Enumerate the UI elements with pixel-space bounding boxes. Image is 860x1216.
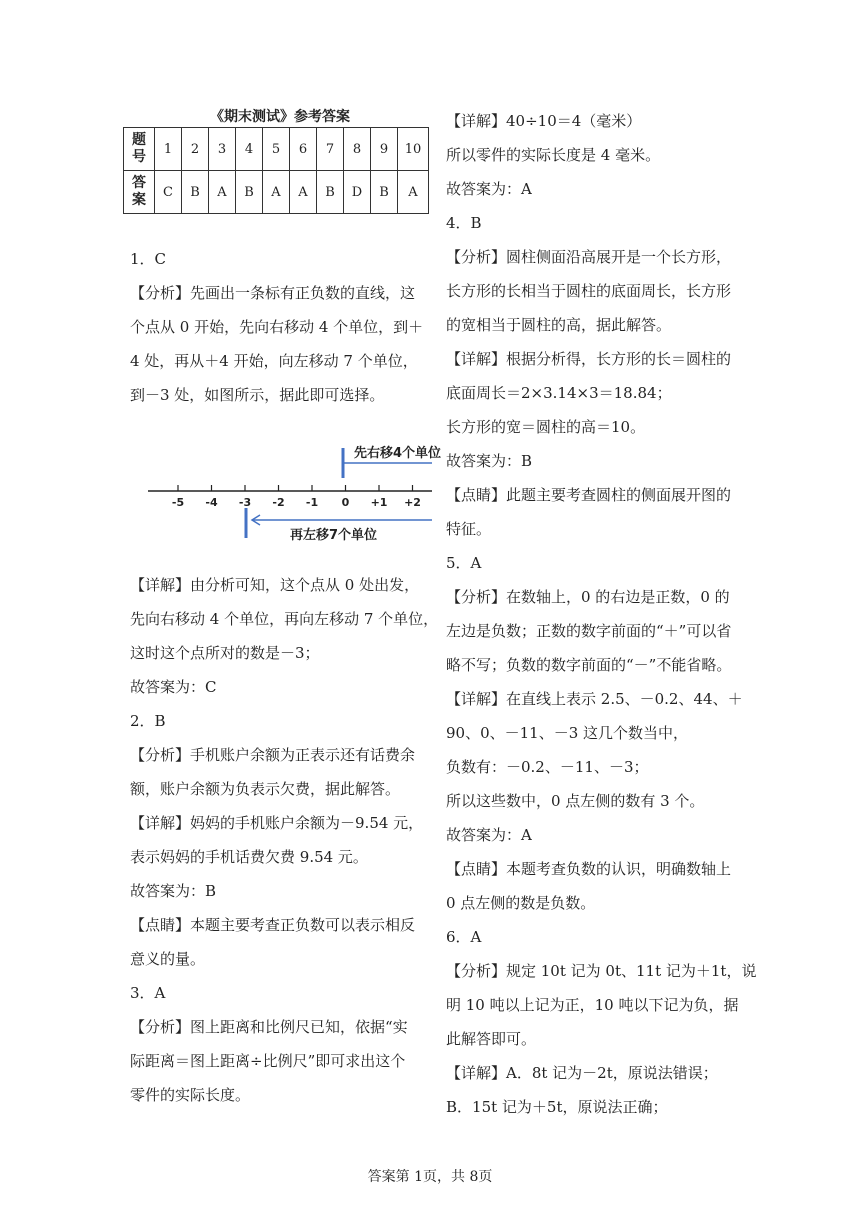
text-line: 明 10 吨以上记为正，10 吨以下记为负，据	[446, 996, 739, 1014]
text-line: 故答案为：C	[130, 678, 217, 696]
table-cell: 3	[209, 128, 236, 171]
left-move-label: 再左移7个单位	[290, 528, 378, 543]
table-cell: 7	[317, 128, 344, 171]
text-line: 所以这些数中，0 点左侧的数有 3 个。	[446, 792, 705, 810]
text-line: 长方形的长相当于圆柱的底面周长，长方形	[446, 282, 732, 300]
text-line: 1．C	[130, 250, 167, 268]
text-line: 左边是负数；正数的数字前面的“＋”可以省	[446, 622, 732, 640]
text-line: 故答案为：B	[130, 882, 217, 900]
tick-label: -4	[205, 496, 218, 509]
text-line: 先向右移动 4 个单位，再向左移动 7 个单位，	[130, 610, 439, 628]
text-line: 特征。	[446, 520, 492, 538]
tick-label: -2	[272, 496, 285, 509]
text-line: 表示妈妈的手机话费欠费 9.54 元。	[130, 848, 368, 866]
text-line: 3．A	[130, 984, 166, 1002]
text-line: 6．A	[446, 928, 482, 946]
text-line: 5．A	[446, 554, 482, 572]
text-line: 零件的实际长度。	[130, 1086, 251, 1104]
text-line: 际距离＝图上距离÷比例尺”即可求出这个	[130, 1052, 406, 1070]
text-line: 故答案为：A	[446, 826, 532, 844]
table-cell: A	[290, 171, 317, 214]
text-line: 此解答即可。	[446, 1030, 537, 1048]
page-footer: 答案第 1页，共 8页	[367, 1169, 493, 1185]
text-line: 【分析】图上距离和比例尺已知，依据“实	[130, 1018, 408, 1036]
text-line: 【点睛】本题考查负数的认识，明确数轴上	[446, 860, 732, 878]
right-move-label: 先右移4个单位	[354, 446, 442, 461]
tick-label: -3	[238, 496, 252, 509]
text-line: 所以零件的实际长度是 4 毫米。	[446, 146, 661, 164]
text-line: 【点睛】此题主要考查圆柱的侧面展开图的	[446, 486, 732, 504]
table-row	[124, 171, 429, 214]
number-line-ticks	[172, 485, 421, 509]
table-cell: A	[398, 171, 429, 214]
table-cell: B	[236, 171, 263, 214]
tick-label: -1	[305, 496, 319, 509]
table-cell: 8	[344, 128, 371, 171]
table-cell: A	[209, 171, 236, 214]
text-line: 4．B	[446, 214, 482, 232]
text-line: 负数有：－0.2、－11、－3；	[446, 758, 649, 776]
tick-label: 0	[341, 496, 350, 509]
page-title: 《期末测试》参考答案	[210, 109, 350, 125]
text-line: 故答案为：B	[446, 452, 533, 470]
text-line: 【详解】根据分析得，长方形的长＝圆柱的	[446, 350, 732, 368]
table-row	[124, 128, 429, 171]
text-line: 【分析】手机账户余额为正表示还有话费余	[130, 746, 416, 764]
text-line: 【分析】规定 10t 记为 0t、11t 记为＋1t，说	[446, 962, 757, 980]
tick-label: -5	[171, 496, 185, 509]
text-line: 底面周长＝2×3.14×3＝18.84；	[446, 384, 672, 402]
text-line: 90、0、－11、－3 这几个数当中，	[446, 724, 689, 742]
tick-label: +2	[404, 496, 421, 509]
text-line: 【详解】在直线上表示 2.5、－0.2、44、＋	[446, 690, 743, 708]
text-line: 这时这个点所对的数是－3；	[130, 644, 320, 662]
text-line: 略不写；负数的数字前面的“－”不能省略。	[446, 656, 732, 674]
text-line: 到－3 处，如图所示，据此即可选择。	[130, 386, 385, 404]
text-line: 0 点左侧的数是负数。	[446, 894, 596, 912]
table-header-cell: 答 案	[124, 171, 155, 214]
table-cell: 2	[182, 128, 209, 171]
text-line: 【详解】妈妈的手机账户余额为－9.54 元，	[130, 814, 424, 832]
text-line: 2．B	[130, 712, 166, 730]
table-cell: 5	[263, 128, 290, 171]
answer-table	[123, 127, 429, 214]
tick-label: +1	[370, 496, 388, 509]
table-cell: 1	[155, 128, 182, 171]
text-line: 个点从 0 开始，先向右移动 4 个单位，到＋	[130, 318, 424, 336]
text-line: 长方形的宽＝圆柱的高＝10。	[446, 418, 646, 436]
text-line: 故答案为：A	[446, 180, 532, 198]
table-cell: B	[317, 171, 344, 214]
table-cell: D	[344, 171, 371, 214]
text-line: 额，账户余额为负表示欠费，据此解答。	[130, 780, 401, 798]
table-cell: 10	[398, 128, 429, 171]
text-line: 意义的量。	[130, 950, 206, 968]
table-cell: 9	[371, 128, 398, 171]
text-line: 【详解】40÷10＝4（毫米）	[446, 112, 642, 130]
text-line: 【详解】由分析可知，这个点从 0 处出发，	[130, 576, 420, 594]
table-cell: A	[263, 171, 290, 214]
text-line: 【分析】圆柱侧面沿高展开是一个长方形，	[446, 248, 732, 266]
table-cell: B	[182, 171, 209, 214]
table-header-cell: 题 号	[124, 128, 155, 171]
text-line: 【分析】先画出一条标有正负数的直线，这	[130, 284, 416, 302]
table-cell: 4	[236, 128, 263, 171]
number-line-figure	[140, 436, 442, 546]
text-line: 的宽相当于圆柱的高，据此解答。	[446, 316, 672, 334]
text-line: 【详解】A．8t 记为－2t，原说法错误；	[446, 1064, 718, 1082]
text-line: B．15t 记为＋5t，原说法正确；	[446, 1098, 668, 1116]
table-cell: B	[371, 171, 398, 214]
text-line: 4 处，再从＋4 开始，向左移动 7 个单位，	[130, 352, 418, 370]
table-cell: C	[155, 171, 182, 214]
table-cell: 6	[290, 128, 317, 171]
text-line: 【分析】在数轴上，0 的右边是正数，0 的	[446, 588, 730, 606]
text-line: 【点睛】本题主要考查正负数可以表示相反	[130, 916, 416, 934]
